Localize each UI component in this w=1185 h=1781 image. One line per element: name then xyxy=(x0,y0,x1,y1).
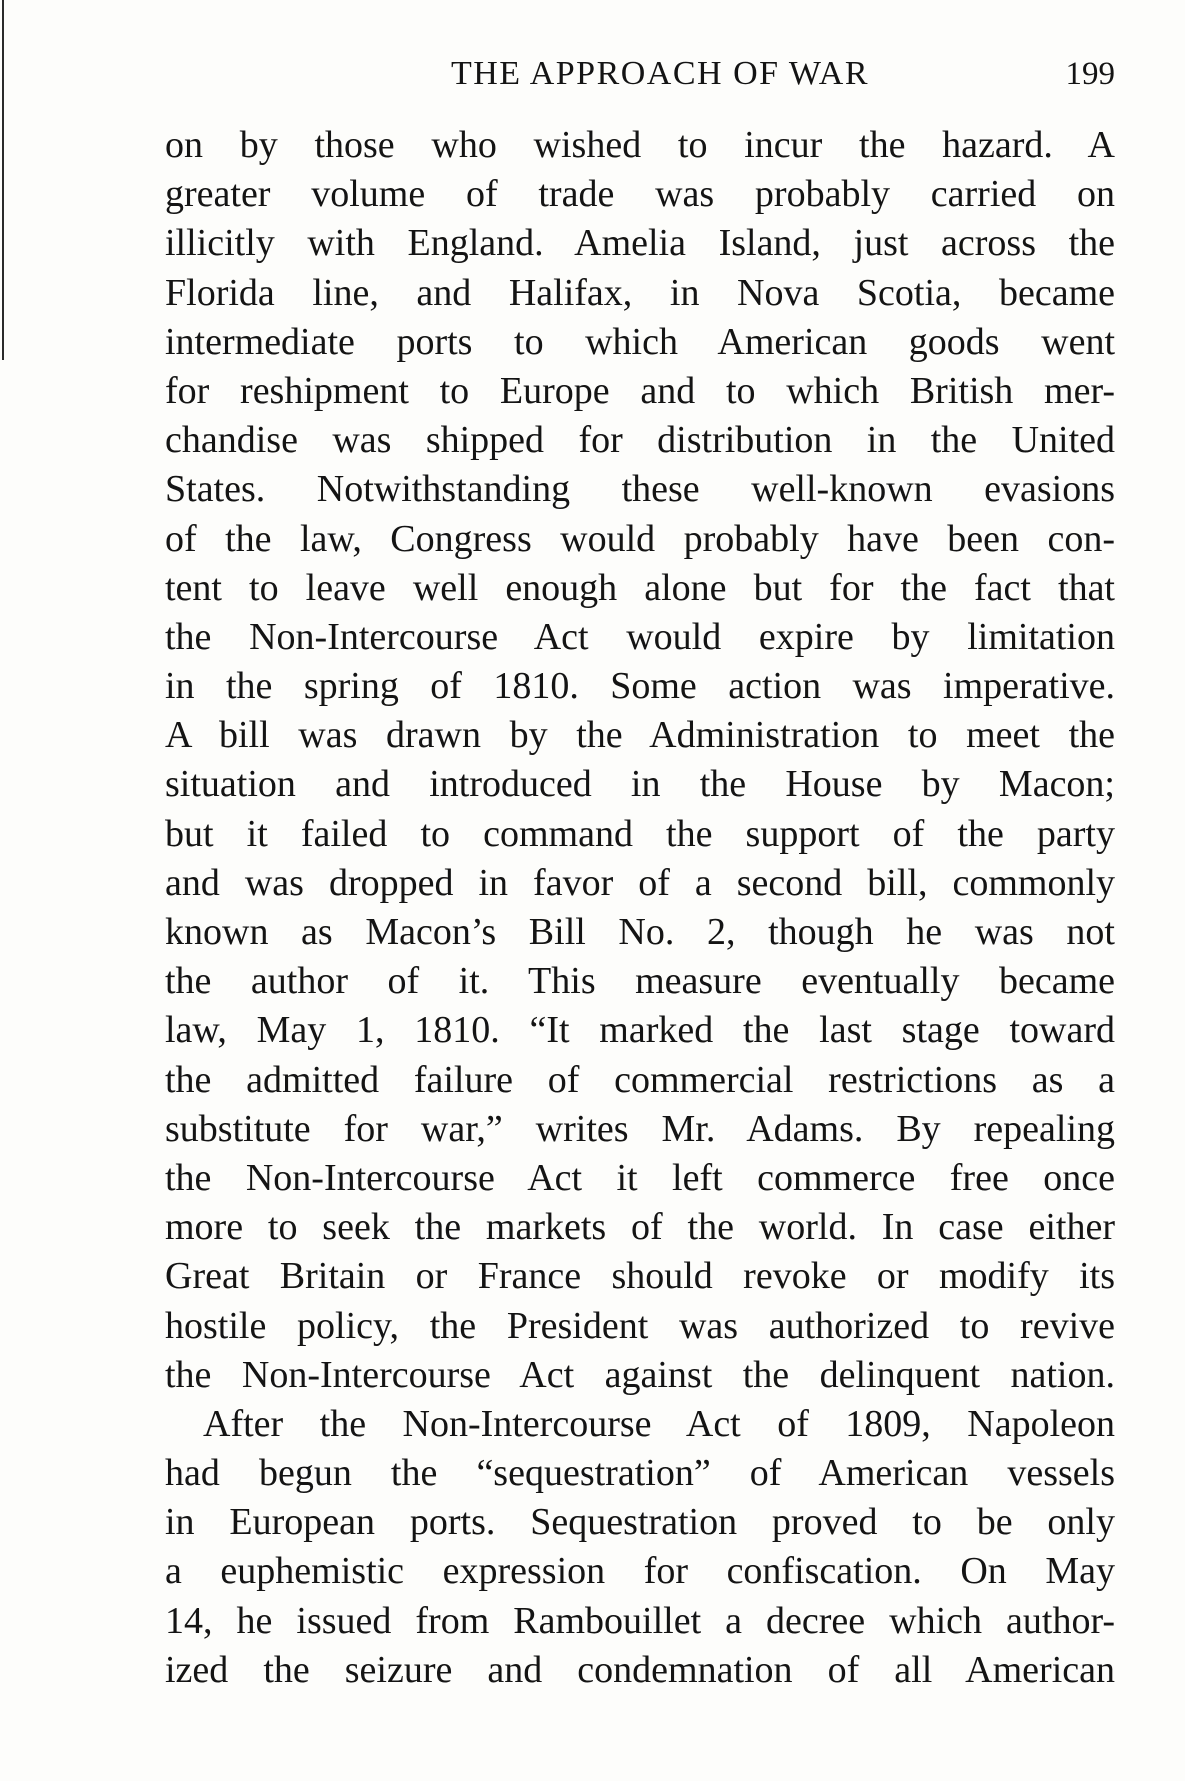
text-line: had begun the “sequestration” of American vessels xyxy=(165,1452,1115,1495)
page-number: 199 xyxy=(1065,56,1115,92)
text-line: tent to leave well enough alone but for the fact that xyxy=(165,566,1115,609)
text-line: but it failed to command the support of the party xyxy=(165,812,1115,855)
text-line: illicitly with England. Amelia Island, just across the xyxy=(165,222,1115,265)
text-line: law, May 1, 1810. “It marked the last stage toward xyxy=(165,1009,1115,1052)
text-line: the Non-Intercourse Act would expire by limitation xyxy=(165,615,1115,658)
page-edge-rule xyxy=(2,0,4,360)
text-line: in the spring of 1810. Some action was imperative. xyxy=(165,665,1115,708)
running-title: THE APPROACH OF WAR xyxy=(450,55,869,92)
text-line: chandise was shipped for distribution in the United xyxy=(165,419,1115,462)
text-line: in European ports. Sequestration proved to be only xyxy=(165,1501,1115,1544)
text-line: Great Britain or France should revoke or modify its xyxy=(165,1255,1115,1298)
text-line: known as Macon’s Bill No. 2, though he was not xyxy=(165,911,1115,953)
text-line: hostile policy, the President was authorized to revive xyxy=(165,1304,1115,1347)
text-line: of the law, Congress would probably have been con- xyxy=(165,517,1115,560)
text-line: States. Notwithstanding these well-known evasions xyxy=(165,468,1115,511)
page-header xyxy=(165,52,1115,96)
paragraph-first-line: After the Non-Intercourse Act of 1809, Napoleon xyxy=(203,1402,1115,1445)
text-line: the Non-Intercourse Act it left commerce free once xyxy=(165,1156,1115,1199)
text-line: and was dropped in favor of a second bill, commonly xyxy=(165,861,1115,904)
paragraph-last-line: the Non-Intercourse Act against the delinquent nation. xyxy=(165,1353,1115,1396)
text-line: for reshipment to Europe and to which British mer- xyxy=(165,369,1115,412)
text-line: the admitted failure of commercial restrictions as a xyxy=(165,1058,1115,1101)
text-line: A bill was drawn by the Administration to meet the xyxy=(165,714,1115,757)
text-line: 14, he issued from Rambouillet a decree which author- xyxy=(165,1599,1115,1642)
text-line: a euphemistic expression for confiscation. On May xyxy=(165,1550,1115,1593)
text-line: substitute for war,” writes Mr. Adams. By repealing xyxy=(165,1107,1115,1150)
body-text xyxy=(165,121,1115,1695)
text-line: the author of it. This measure eventually became xyxy=(165,960,1115,1003)
text-line: more to seek the markets of the world. In case either xyxy=(165,1206,1115,1249)
text-line: Florida line, and Halifax, in Nova Scotia, became xyxy=(165,271,1115,314)
text-line: situation and introduced in the House by Macon; xyxy=(165,763,1115,806)
text-line: ized the seizure and condemnation of all American xyxy=(165,1648,1115,1691)
text-line: intermediate ports to which American goods went xyxy=(165,320,1115,363)
text-line: on by those who wished to incur the hazard. A xyxy=(165,124,1115,166)
text-line: greater volume of trade was probably carried on xyxy=(165,173,1115,216)
